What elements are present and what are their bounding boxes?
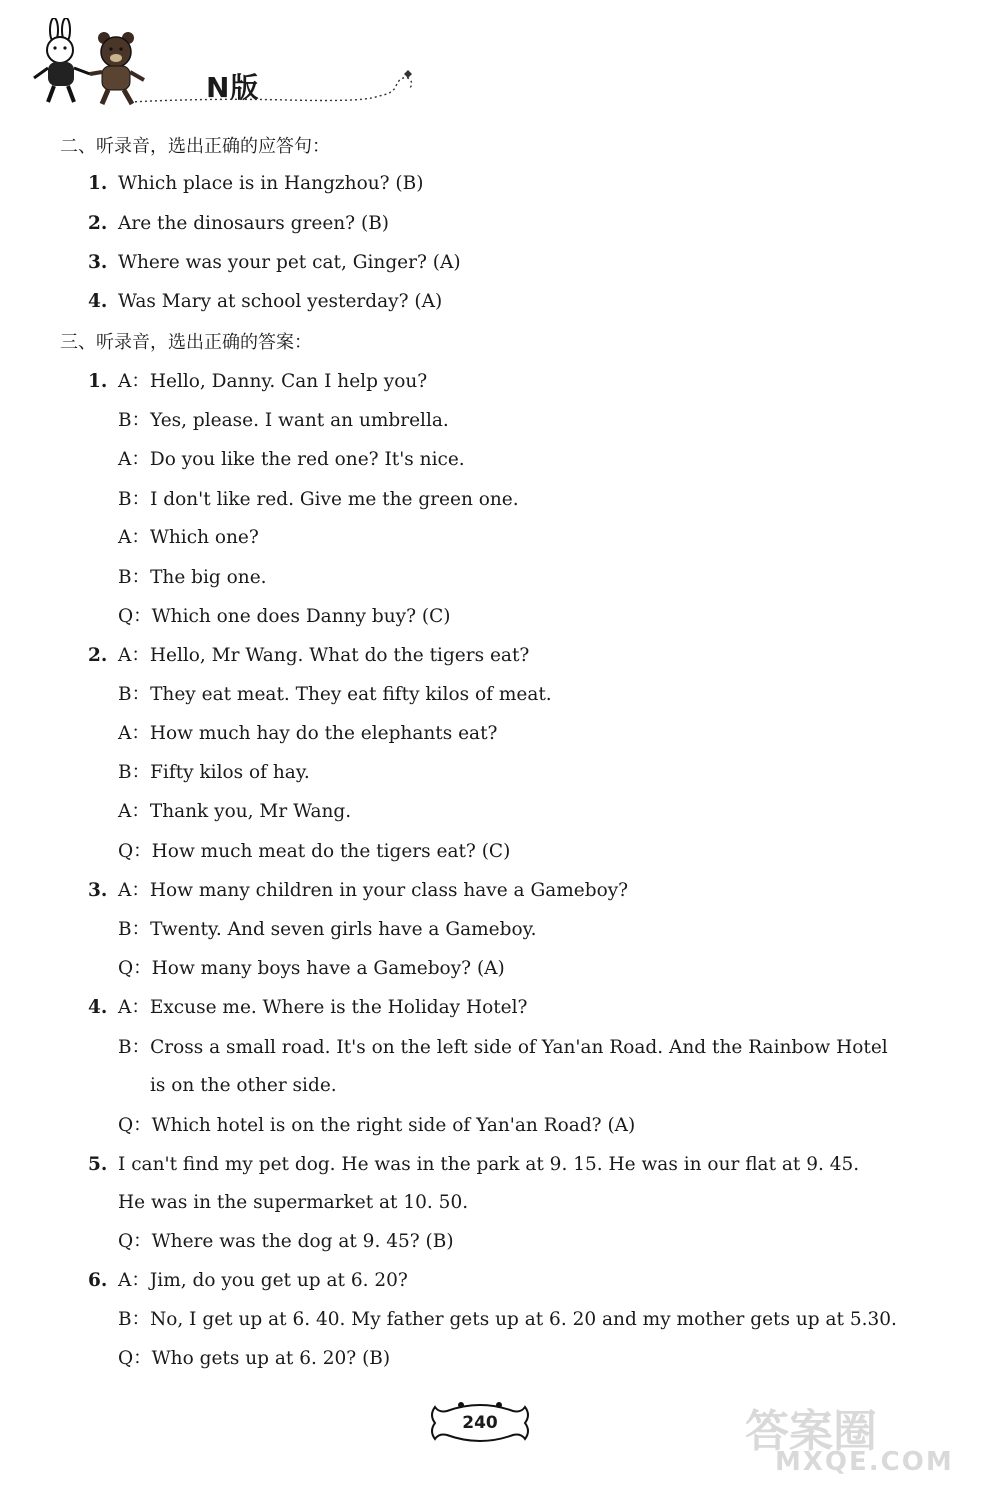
dialogue-line: B：Cross a small road. It's on the left side of Yan'an Road. And the Rainbow Hotel: [118, 1037, 888, 1058]
item-number: 3.: [88, 880, 108, 901]
dialogue-line: A：Hello, Mr Wang. What do the tigers eat?: [118, 645, 530, 666]
list-item: [88, 1270, 408, 1292]
list-item: [88, 213, 389, 235]
watermark: [735, 1395, 985, 1480]
list-item: [88, 173, 423, 195]
dialogue-line: A：Thank you, Mr Wang.: [118, 801, 352, 822]
dialogue-line: B：Fifty kilos of hay.: [118, 762, 310, 783]
item-text: Which place is in Hangzhou? (B): [118, 173, 424, 194]
dialogue-line: A：Do you like the red one? It's nice.: [118, 449, 465, 470]
list-item: [88, 997, 527, 1019]
dialogue-line: B：Yes, please. I want an umbrella.: [118, 410, 449, 431]
item-number: 6.: [88, 1270, 108, 1291]
item-text: Was Mary at school yesterday? (A): [118, 291, 443, 312]
dialogue-line: B：They eat meat. They eat fifty kilos of meat.: [118, 684, 552, 705]
dialogue-line: A：How much hay do the elephants eat?: [118, 723, 498, 744]
watermark-logo-text: 答案圈: [745, 1406, 877, 1457]
dialogue-line: Q：Which hotel is on the right side of Yan'an Road? (A): [118, 1115, 636, 1136]
dialogue-line: Q：Which one does Danny buy? (C): [118, 606, 451, 627]
section-heading: 三、听录音，选出正确的答案：: [60, 332, 312, 353]
dialogue-line: Q：Who gets up at 6. 20? (B): [118, 1348, 391, 1369]
item-text: Where was your pet cat, Ginger? (A): [118, 252, 461, 273]
decorative-dotted-line: [128, 68, 428, 108]
list-item: [88, 880, 628, 902]
item-number: 2.: [88, 213, 108, 234]
list-item: [88, 252, 461, 274]
dialogue-line: B：I don't like red. Give me the green one.: [118, 489, 519, 510]
item-number: 3.: [88, 252, 108, 273]
dialogue-line: Q：Where was the dog at 9. 45? (B): [118, 1231, 454, 1252]
dialogue-line: B：Twenty. And seven girls have a Gameboy.: [118, 919, 537, 940]
dialogue-line: He was in the supermarket at 10. 50.: [118, 1192, 469, 1213]
butterfly-icon: [404, 70, 412, 78]
dialogue-line: Q：How many boys have a Gameboy? (A): [118, 958, 505, 979]
dialogue-line: B：The big one.: [118, 567, 267, 588]
dialogue-line: Q：How much meat do the tigers eat? (C): [118, 841, 511, 862]
dialogue-line: B：No, I get up at 6. 40. My father gets up at 6. 20 and my mother gets up at 5.30.: [118, 1309, 897, 1330]
dialogue-line: is on the other side.: [150, 1075, 337, 1096]
dialogue-line: A：Hello, Danny. Can I help you?: [118, 371, 428, 392]
list-item: [88, 371, 427, 393]
item-text: Are the dinosaurs green? (B): [118, 213, 390, 234]
watermark-site: MXQE.COM: [775, 1447, 954, 1477]
item-number: 4.: [88, 997, 108, 1018]
page-number-badge: [425, 1395, 535, 1451]
item-number: 4.: [88, 291, 108, 312]
item-number: 1.: [88, 371, 108, 392]
dialogue-line: A：Excuse me. Where is the Holiday Hotel?: [118, 997, 528, 1018]
list-item: [88, 645, 529, 667]
item-number: 2.: [88, 645, 108, 666]
page-header: [28, 18, 428, 108]
list-item: [88, 291, 442, 313]
section-heading: 二、听录音，选出正确的应答句：: [60, 136, 330, 157]
dialogue-line: I can't find my pet dog. He was in the park at 9. 15. He was in our flat at 9. 45.: [118, 1154, 860, 1175]
dialogue-line: A：Which one?: [118, 527, 259, 548]
dialogue-line: A：How many children in your class have a Gameboy?: [118, 880, 629, 901]
item-number: 1.: [88, 173, 108, 194]
item-number: 5.: [88, 1154, 108, 1175]
version-label: N版: [206, 71, 260, 104]
page-number: 240: [462, 1413, 498, 1433]
list-item: [88, 1154, 859, 1176]
dialogue-line: A：Jim, do you get up at 6. 20?: [118, 1270, 408, 1291]
